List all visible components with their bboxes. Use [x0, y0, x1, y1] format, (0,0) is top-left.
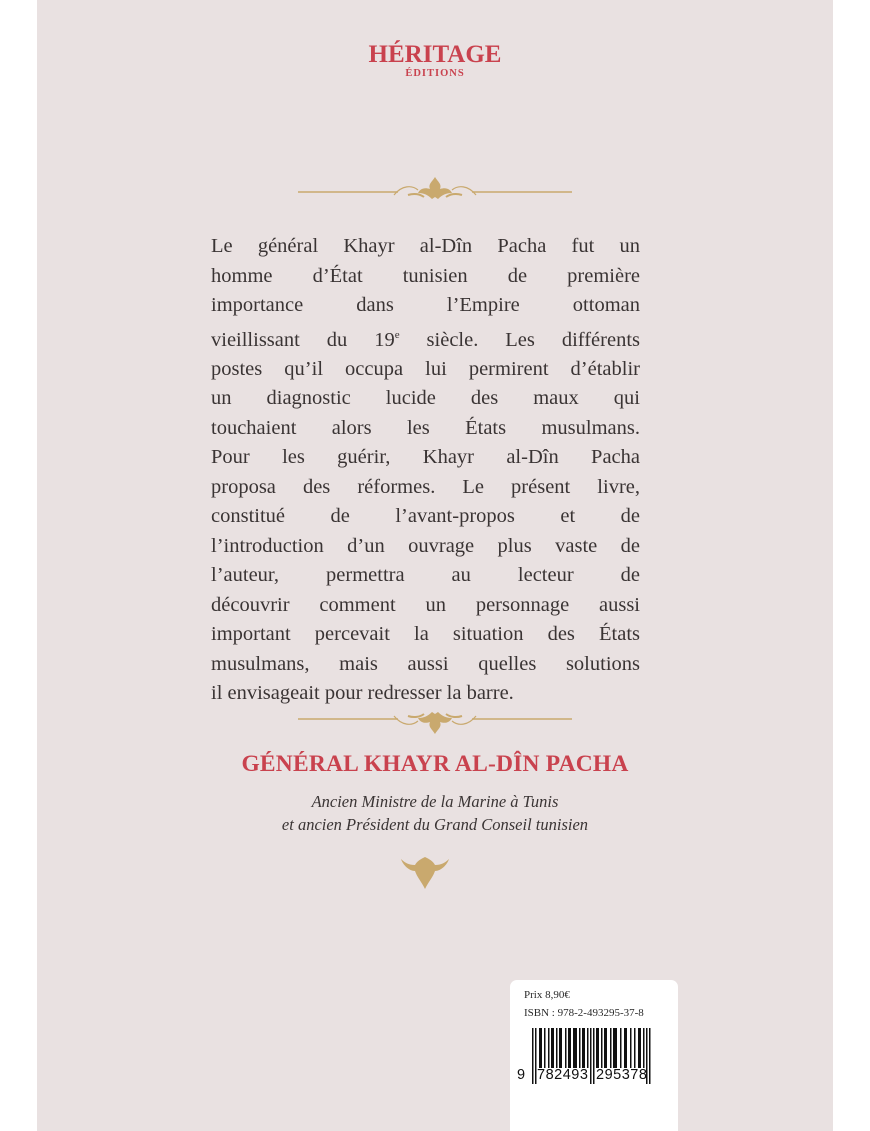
blurb-line: découvrir comment un personnage aussi [211, 593, 640, 616]
blurb-line: importance dans l’Empire ottoman [211, 294, 640, 316]
book-back-cover [37, 0, 833, 1131]
publisher-logo [37, 42, 833, 80]
publisher-subtitle: ÉDITIONS [405, 68, 465, 79]
isbn-label: ISBN : 978-2-493295-37-8 [524, 1007, 644, 1019]
blurb-line: touchaient alors les États musulmans. [211, 416, 640, 439]
blurb-line: proposa des réformes. Le présent livre, [211, 475, 640, 498]
blurb-paragraph [211, 232, 640, 709]
superscript: e [394, 328, 400, 341]
blurb-line: un diagnostic lucide des maux qui [211, 387, 640, 410]
barcode-digit-first: 9 [517, 1067, 526, 1083]
blurb-line: important percevait la situation des États [211, 623, 640, 646]
blurb-line: postes qu’il occupa lui permirent d’établir [211, 357, 640, 380]
blurb-line-part: vieillissant du 19 [211, 328, 395, 351]
price-label: Prix 8,90€ [524, 989, 570, 1001]
fleuron-icon [395, 853, 455, 893]
barcode-digits-right: 295378 [596, 1067, 648, 1083]
publisher-name: HÉRITAGE [368, 41, 502, 68]
price-barcode-sticker [510, 980, 678, 1131]
author-role-line: et ancien Président du Grand Conseil tunisien [281, 815, 589, 834]
blurb-line [211, 321, 640, 355]
blurb-line: Pour les guérir, Khayr al-Dîn Pacha [211, 446, 640, 469]
blurb-line: homme d’État tunisien de première [211, 264, 640, 287]
blurb-line: il envisageait pour redresser la barre. [211, 682, 514, 705]
blurb-line: l’auteur, permettra au lecteur de [211, 564, 640, 587]
ornament-divider-icon [290, 173, 580, 203]
author-role-line: Ancien Ministre de la Marine à Tunis [311, 792, 559, 811]
blurb-line: l’introduction d’un ouvrage plus vaste de [211, 534, 640, 557]
author-role [37, 790, 833, 836]
author-name: GÉNÉRAL KHAYR AL-DÎN PACHA [241, 751, 629, 777]
blurb-line-part: siècle. Les différents [399, 328, 640, 351]
blurb-line: constitué de l’avant-propos et de [211, 505, 640, 528]
barcode-digits-left: 782493 [537, 1067, 589, 1083]
ornament-divider-icon [290, 704, 580, 738]
blurb-line: musulmans, mais aussi quelles solutions [211, 652, 640, 675]
blurb-line: Le général Khayr al-Dîn Pacha fut un [211, 235, 640, 257]
